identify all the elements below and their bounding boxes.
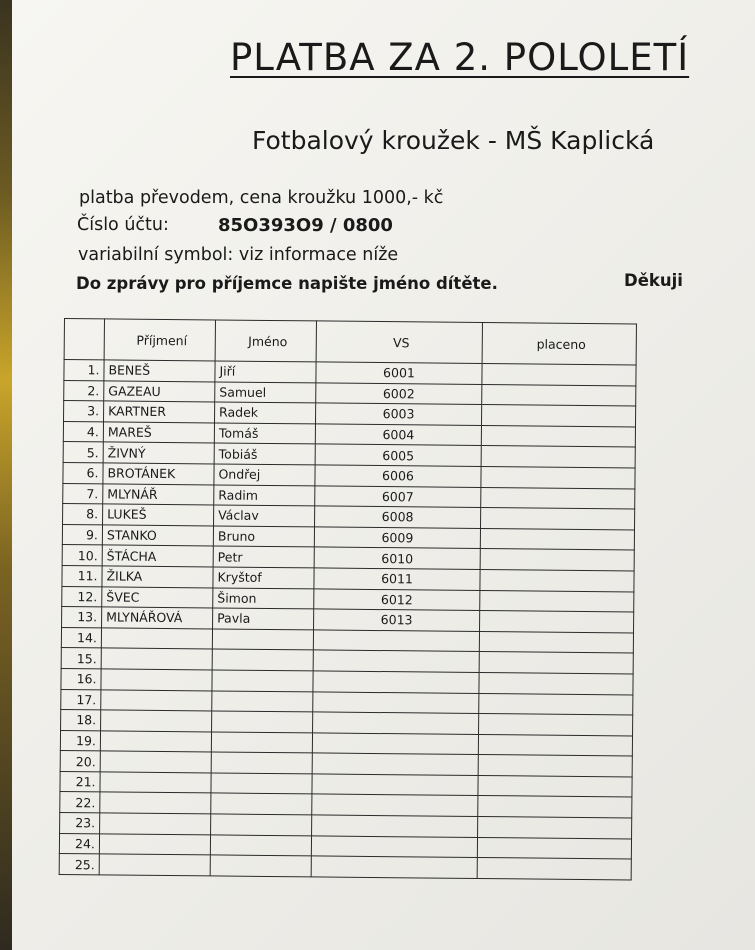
header-paid: placeno (482, 323, 636, 365)
page-title: PLATBA ZA 2. POLOLETÍ (230, 36, 690, 79)
row-paid (479, 693, 633, 715)
paper-sheet (12, 0, 755, 950)
row-surname: MAREŠ (103, 422, 214, 444)
row-vs (313, 650, 479, 672)
row-number: 15. (61, 648, 101, 669)
account-number: 85O393O9 / 0800 (218, 215, 393, 236)
row-surname: STANKO (102, 525, 213, 547)
row-name (212, 670, 313, 692)
row-paid (482, 364, 636, 386)
row-vs: 6011 (314, 568, 480, 590)
row-surname (101, 689, 212, 711)
row-name: Kryštof (213, 567, 314, 589)
row-paid (478, 755, 632, 777)
row-vs (312, 794, 478, 816)
row-surname: MLYNÁŘ (103, 483, 214, 505)
row-surname: GAZEAU (104, 380, 215, 402)
row-number: 21. (60, 771, 100, 792)
row-surname: LUKEŠ (103, 504, 214, 526)
row-number: 7. (63, 483, 103, 504)
row-name: Petr (213, 546, 314, 568)
row-surname (101, 648, 212, 670)
row-name: Radim (214, 485, 315, 507)
row-vs: 6007 (315, 485, 481, 507)
table-row (59, 854, 631, 880)
row-paid (477, 858, 631, 880)
table-header-row (64, 319, 636, 365)
row-surname: ŽILKA (102, 566, 213, 588)
row-vs (311, 836, 477, 858)
row-name (210, 855, 311, 877)
row-number: 2. (64, 380, 104, 401)
row-vs (313, 671, 479, 693)
row-vs (312, 753, 478, 775)
row-number: 11. (62, 565, 102, 586)
row-surname: ŽIVNÝ (103, 442, 214, 464)
payment-note: Do zprávy pro příjemce napište jméno dítěte. (76, 274, 498, 293)
row-number: 9. (62, 524, 102, 545)
header-number (64, 319, 104, 360)
row-paid (479, 631, 633, 653)
row-surname (101, 669, 212, 691)
row-number: 10. (62, 545, 102, 566)
row-paid (479, 672, 633, 694)
row-number: 1. (64, 360, 104, 381)
row-paid (480, 569, 634, 591)
row-number: 22. (60, 792, 100, 813)
thanks-text: Děkuji (624, 271, 683, 290)
row-vs (313, 630, 479, 652)
header-name: Jméno (215, 320, 316, 362)
row-surname (100, 813, 211, 835)
row-vs: 6005 (315, 444, 481, 466)
variable-symbol-text: variabilní symbol: viz informace níže (78, 245, 399, 265)
row-number: 16. (61, 668, 101, 689)
row-vs (311, 856, 477, 878)
row-vs: 6006 (315, 465, 481, 487)
row-number: 3. (64, 401, 104, 422)
payment-method-text: platba převodem, cena kroužku 1000,- kč (79, 188, 444, 208)
row-surname: BENEŠ (104, 360, 215, 382)
row-paid (481, 425, 635, 447)
row-vs (312, 774, 478, 796)
row-number: 8. (63, 504, 103, 525)
row-number: 4. (63, 421, 103, 442)
row-vs (313, 712, 479, 734)
row-paid (480, 549, 634, 571)
row-vs: 6003 (315, 403, 481, 425)
row-paid (479, 652, 633, 674)
row-paid (479, 714, 633, 736)
row-vs: 6001 (316, 362, 482, 384)
payment-table-wrapper (59, 318, 636, 880)
row-vs: 6004 (315, 424, 481, 446)
row-number: 19. (60, 730, 100, 751)
row-vs: 6009 (314, 527, 480, 549)
table-body (59, 360, 636, 880)
row-name: Tomáš (214, 423, 315, 445)
row-paid (481, 508, 635, 530)
row-surname (99, 854, 210, 876)
row-name (212, 711, 313, 733)
row-vs: 6008 (315, 506, 481, 528)
row-name: Samuel (215, 382, 316, 404)
row-name (211, 752, 312, 774)
row-paid (478, 817, 632, 839)
row-paid (481, 466, 635, 488)
row-number: 13. (62, 607, 102, 628)
row-vs: 6013 (314, 609, 480, 631)
page-subtitle: Fotbalový kroužek - MŠ Kaplická (252, 126, 655, 155)
row-number: 23. (60, 813, 100, 834)
row-paid (482, 384, 636, 406)
row-name (211, 814, 312, 836)
row-vs: 6012 (314, 588, 480, 610)
row-name: Radek (215, 402, 316, 424)
row-vs: 6002 (316, 383, 482, 405)
row-name: Tobiáš (214, 443, 315, 465)
row-surname: BROTÁNEK (103, 463, 214, 485)
row-paid (478, 796, 632, 818)
row-number: 14. (61, 627, 101, 648)
row-name (211, 773, 312, 795)
row-number: 24. (59, 833, 99, 854)
row-surname (101, 628, 212, 650)
row-name (211, 732, 312, 754)
row-paid (481, 405, 635, 427)
row-paid (478, 734, 632, 756)
row-number: 5. (63, 442, 103, 463)
row-surname (99, 834, 210, 856)
row-name (211, 793, 312, 815)
row-name: Václav (214, 505, 315, 527)
row-surname: MLYNÁŘOVÁ (102, 607, 213, 629)
account-label: Číslo účtu: (77, 215, 169, 235)
row-vs (313, 691, 479, 713)
row-surname (100, 731, 211, 753)
payment-table (59, 318, 637, 880)
row-paid (481, 446, 635, 468)
row-name (210, 835, 311, 857)
row-number: 20. (60, 751, 100, 772)
row-name: Pavla (213, 608, 314, 630)
row-number: 17. (61, 689, 101, 710)
row-surname: ŠVEC (102, 586, 213, 608)
row-surname (100, 772, 211, 794)
row-paid (480, 528, 634, 550)
photo-edge-strip (0, 0, 12, 950)
header-vs: VS (316, 321, 482, 364)
row-name (212, 649, 313, 671)
header-surname: Příjmení (104, 319, 215, 361)
row-name (212, 629, 313, 651)
row-paid (478, 775, 632, 797)
row-number: 25. (59, 854, 99, 875)
row-number: 6. (63, 462, 103, 483)
row-vs: 6010 (314, 547, 480, 569)
row-name: Bruno (213, 526, 314, 548)
row-paid (480, 590, 634, 612)
row-name: Jiří (215, 361, 316, 383)
row-name: Šimon (213, 587, 314, 609)
row-surname: KARTNER (104, 401, 215, 423)
row-number: 12. (62, 586, 102, 607)
row-name (212, 690, 313, 712)
row-vs (312, 815, 478, 837)
row-number: 18. (61, 710, 101, 731)
row-name: Ondřej (214, 464, 315, 486)
row-surname (101, 710, 212, 732)
row-paid (480, 611, 634, 633)
row-surname (100, 792, 211, 814)
row-surname: ŠTÁCHA (102, 545, 213, 567)
row-paid (477, 837, 631, 859)
row-paid (481, 487, 635, 509)
row-vs (312, 733, 478, 755)
row-surname (100, 751, 211, 773)
